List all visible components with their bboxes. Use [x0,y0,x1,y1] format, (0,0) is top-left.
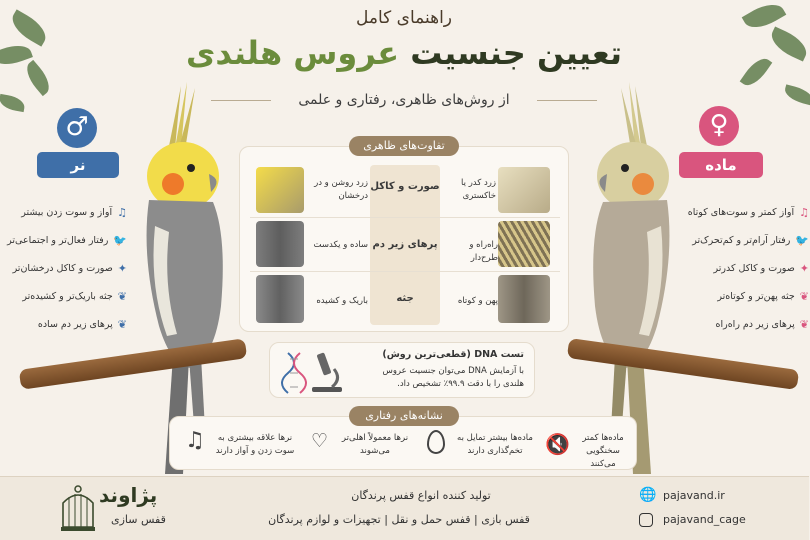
page-kicker: راهنمای کامل [357,8,453,28]
behavior-text: نرها علاقه بیشتری به سوت زدن و آواز دارند [216,433,296,456]
feather-icon: ❦ [800,289,810,303]
feather-icon: ❦ [800,317,810,331]
feather-icon: ❦ [118,289,128,303]
music-note-icon: ♫ [800,205,810,219]
dna-microscope-icon [279,349,349,395]
female-label: ماده [680,152,764,178]
female-trait: ✦ صورت و کاکل کدرتر [714,261,810,275]
footer-tagline: تولید کننده انواع قفس پرندگان [352,489,492,502]
female-tail-thumb [499,221,551,267]
male-face-desc: زرد روشن و در درخشان [315,178,369,201]
female-trait: ❦ جثه پهن‌تر و کوتاه‌تر [718,289,810,303]
page-title [0,34,810,72]
bird-icon: 🐦 [796,233,810,247]
row-divider [251,217,561,218]
footer [0,476,810,540]
female-trait: ❦ پرهای زیر دم راه‌راه [716,317,810,331]
page-subtitle: از روش‌های ظاهری، رفتاری و علمی [299,92,511,108]
physical-differences-title: تفاوت‌های ظاهری [350,136,460,156]
feature-body-label: جثه [397,293,415,304]
female-trait: ♫ آواز کمتر و سوت‌های کوتاه [688,205,810,219]
male-trait: ❦ پرهای زیر دم ساده [38,317,128,331]
female-trait: 🐦 رفتار آرام‌تر و کم‌تحرک‌تر [693,233,810,247]
female-face-thumb [499,167,551,213]
male-trait: ♫ آواز و سوت زدن بیشتر [22,205,128,219]
male-face-thumb [257,167,305,213]
birdcage-logo-icon [60,485,98,533]
title-part-1: تعیین جنسیت [411,34,623,72]
dna-title: تست DNA (قطعی‌ترین روش) [383,349,525,360]
female-symbol-icon: ♀ [700,106,740,146]
behavior-item [180,430,302,464]
feather-icon: ❦ [118,317,128,331]
behavior-text: نرها معمولاً اهلی‌تر می‌شوند [342,433,410,456]
behavior-title: نشانه‌های رفتاری [350,406,460,426]
brand-name: پژاوند [100,483,159,507]
behavior-text: ماده‌ها کمتر سخنگویی می‌کنند [583,433,625,469]
feature-tail-label: پرهای زیر دم [373,239,439,250]
instagram-icon [640,513,654,527]
egg-icon [428,430,446,454]
male-trait: ✦ صورت و کاکل درخشان‌تر [13,261,128,275]
male-traits-list [8,198,128,338]
brand-subtitle: قفس سازی [112,513,167,526]
female-body-desc: پهن و کوتاه [458,296,499,306]
male-tail-desc: ساده و یکدست [314,240,369,250]
feature-face-label: صورت و کاکل [371,181,441,192]
globe-icon: 🌐 [640,487,658,503]
behavior-item [306,430,416,464]
female-body-thumb [499,275,551,323]
behavior-item [540,430,636,469]
male-body-desc: باریک و کشیده [317,296,369,306]
male-trait: 🐦 رفتار فعال‌تر و اجتماعی‌تر [8,233,128,247]
male-symbol-icon: ♂ [58,108,98,148]
behavior-text: ماده‌ها بیشتر تمایل به تخم‌گذاری دارند [458,433,534,456]
music-notes-icon: ♫ [186,428,206,453]
instagram-handle[interactable]: pajavand_cage [664,513,747,526]
sparkle-icon: ✦ [800,261,810,275]
male-body-thumb [257,275,305,323]
music-note-icon: ♫ [118,205,128,219]
mute-speaker-icon: 🔇 [546,432,571,456]
male-label: نر [38,152,120,178]
hand-heart-icon: ♡ [312,430,330,452]
website-link[interactable]: pajavand.ir [664,489,726,502]
male-tail-thumb [257,221,305,267]
behavior-item [424,430,536,464]
dna-description: با آزمایش DNA می‌توان جنسیت عروس هلندی را با دقت ۹۹.۹٪ تشخیص داد. [383,366,525,389]
title-part-2: عروس هلندی [187,34,401,72]
female-tail-desc: راه‌راه و طرح‌دار [470,240,499,263]
dna-test-panel [270,342,536,398]
sparkle-icon: ✦ [118,261,128,275]
row-divider [251,271,561,272]
male-trait: ❦ جثه باریک‌تر و کشیده‌تر [23,289,128,303]
bird-icon: 🐦 [114,233,128,247]
female-face-desc: زرد کدر یا خاکستری [462,178,497,201]
footer-products: قفس بازی | قفس حمل و نقل | تجهیزات و لوازم پرندگان [269,513,531,526]
physical-differences-panel [240,146,570,332]
